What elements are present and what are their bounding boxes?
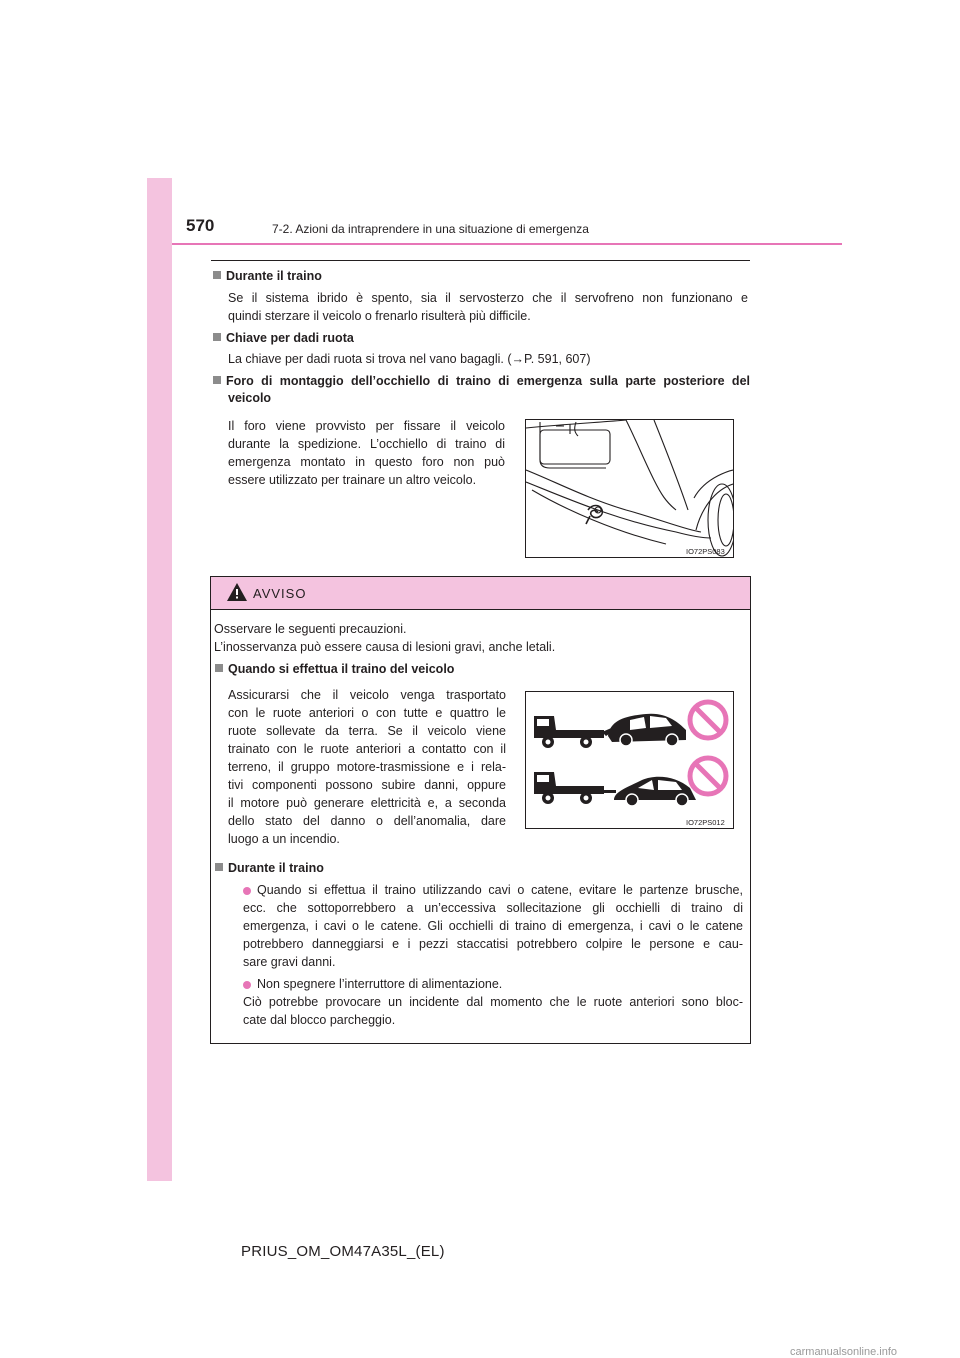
rear-bumper-figure <box>525 419 734 558</box>
during-towing-text: Se il sistema ibrido è spento, sia il servosterzo che il servofreno non funzionano e quindi sterzare il veicolo o frenarlo risulterà più difficile. <box>228 291 748 323</box>
square-bullet-icon <box>215 863 223 871</box>
page-number: 570 <box>186 216 215 235</box>
warning-label: AVVISO <box>253 586 307 601</box>
prohibited-icon <box>690 758 726 794</box>
towing-bullet-1-text: Quando si effettua il traino utilizzando cavi o catene, evitare le partenze brusche, ecc. che sottoporrebbero a un’eccessiva sollecitazione gli occhielli di traino di emergenza, i cavi o le catene. Gli occhielli di traino di emergenza, i cavi o le catene potrebbero danneggiarsi e i pezzi staccatisi potrebbero colpire le persone e cau- sare gravi danni. <box>243 883 743 969</box>
watermark: carmanualsonline.info <box>790 1346 898 1358</box>
warning-triangle-icon <box>227 583 247 601</box>
wheel-nut-wrench-text: La chiave per dadi ruota si trova nel vano bagagli. (→P. 591, 607) <box>228 352 591 366</box>
figure-code: IO72PS012 <box>686 818 725 827</box>
towing-vehicle-text: Assicurarsi che il veicolo venga trasportato con le ruote anteriori o con tutte e quattro le ruote sollevate da terra. Se il veicolo viene trainato con le ruote anteriori a contatto con il terreno, il gruppo motore-trasmissione e i rela- tivi componenti possono subire danni, oppure il motore può generare elettricità e, a seconda dello stato del danno o dell’anomalia, dare luogo a un incendio. <box>228 688 506 846</box>
heading-during-towing-warning: Durante il traino <box>215 860 324 877</box>
square-bullet-icon <box>213 333 221 341</box>
figure-code: IO72PS083 <box>686 547 725 556</box>
warning-header <box>211 577 750 610</box>
square-bullet-icon <box>215 664 223 672</box>
chapter-title: 7-2. Azioni da intraprendere in una situazione di emergenza <box>272 222 589 236</box>
mounting-hole-text: Il foro viene provvisto per fissare il veicolo durante la spedizione. L’occhiello di traino di emergenza montato in questo foro non può essere utilizzato per trainare un altro veicolo. <box>228 419 505 487</box>
warning-intro: Osservare le seguenti precauzioni. L’inosservanza può essere causa di lesioni gravi, anche letali. <box>214 622 556 654</box>
square-bullet-icon <box>213 271 221 279</box>
heading-mounting-hole: Foro di montaggio dell’occhiello di traino di emergenza sulla parte posteriore del veicolo <box>213 373 750 407</box>
towing-prohibited-illustration <box>526 692 733 828</box>
section-rule <box>211 260 750 261</box>
square-bullet-icon <box>213 376 221 384</box>
document-code: PRIUS_OM_OM47A35L_(EL) <box>241 1243 445 1260</box>
side-thumb-band <box>147 178 172 1181</box>
heading-towing-vehicle: Quando si effettua il traino del veicolo <box>215 661 454 678</box>
towing-prohibited-figure <box>525 691 734 829</box>
header-rule <box>172 243 842 245</box>
heading-during-towing: Durante il traino <box>213 268 322 285</box>
towing-bullet-2-text: Non spegnere l’interruttore di alimentazione. Ciò potrebbe provocare un incidente dal momento che le ruote anteriori sono bloc- cate dal blocco parcheggio. <box>243 977 743 1027</box>
rear-bumper-illustration <box>526 420 733 557</box>
heading-wheel-nut-wrench: Chiave per dadi ruota <box>213 330 354 347</box>
prohibited-icon <box>690 702 726 738</box>
